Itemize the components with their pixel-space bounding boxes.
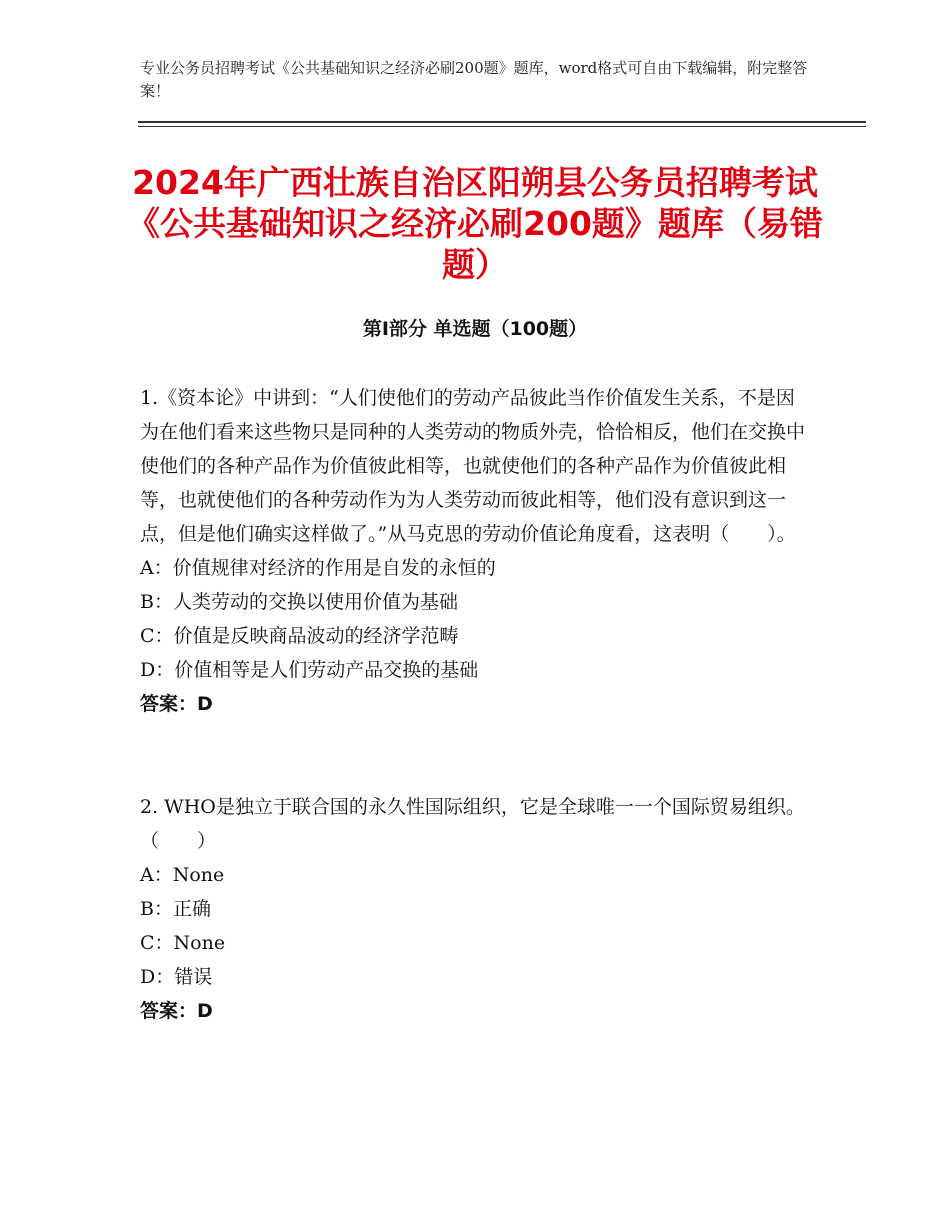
- answer: 答案：D: [140, 1000, 213, 1022]
- document-title: 2024年广西壮族自治区阳朔县公务员招聘考试《公共基础知识之经济必刷200题》题库（易错题）: [127, 163, 823, 284]
- option-b: B：人类劳动的交换以使用价值为基础: [140, 591, 458, 613]
- question-2: [140, 790, 810, 1028]
- question-text: 2. WHO是独立于联合国的永久性国际组织，它是全球唯一一个国际贸易组织。（ ）: [140, 796, 805, 852]
- question-text: 1.《资本论》中讲到：“人们使他们的劳动产品彼此当作价值发生关系，不是因为在他们看来这些物只是同种的人类劳动的物质外壳，恰恰相反，他们在交换中使他们的各种产品作为价值彼此相等，也就使他们的各种产品作为价值彼此相等，也就使他们的各种劳动作为为人类劳动而彼此相等，他们没有意识到这一点，但是他们确实这样做了。”从马克思的劳动价值论角度看，这表明（ ）。: [140, 387, 806, 545]
- header-note: 专业公务员招聘考试《公共基础知识之经济必刷200题》题库，word格式可自由下载编辑，附完整答案！: [140, 59, 808, 100]
- option-d: D：错误: [140, 966, 213, 988]
- answer: 答案：D: [140, 693, 213, 715]
- header-rule-thin: [138, 126, 866, 127]
- option-c: C：None: [140, 932, 226, 954]
- option-a: A：价值规律对经济的作用是自发的永恒的: [140, 557, 496, 579]
- option-a: A：None: [140, 864, 225, 886]
- header-rule-thick: [138, 121, 866, 123]
- question-1: [140, 381, 810, 721]
- option-c: C：价值是反映商品波动的经济学范畴: [140, 625, 459, 647]
- option-d: D：价值相等是人们劳动产品交换的基础: [140, 659, 479, 681]
- section-title: 第Ⅰ部分 单选题（100题）: [362, 318, 588, 340]
- option-b: B：正确: [140, 898, 211, 920]
